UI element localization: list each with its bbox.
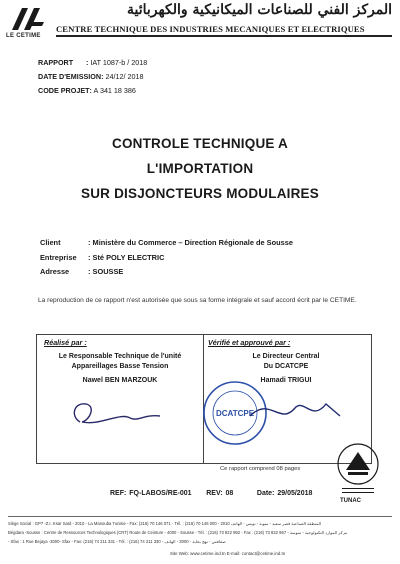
rapport-label: RAPPORT [38, 58, 74, 67]
code-value: A 341 18 386 [93, 86, 136, 95]
entreprise-label: Entreprise [40, 252, 77, 262]
client-info [40, 236, 293, 280]
rapport-colon: : [86, 58, 89, 67]
ref-code: REF: FQ-LABOS/RE-001 [110, 490, 192, 497]
client-row [40, 236, 293, 251]
footer-divider [8, 516, 392, 517]
adresse-value: SOUSSE [92, 267, 124, 276]
right-signature [240, 386, 350, 436]
title-line-2: L'IMPORTATION [146, 161, 254, 176]
date-value: 24/12/ 2018 [105, 72, 144, 81]
verifie-heading: Vérifié et approuvé par : [208, 338, 291, 347]
cetime-logo [8, 4, 48, 34]
header-divider [56, 35, 392, 37]
left-signature [60, 392, 170, 432]
footer-sfax-office: - Sfax : 1 Rue Bejaya -3000- Sfax - Fax: (216) 74 211 331 - Tél. : (216) 74 211 330 - صفاقس - نهج بجاية - 3000 - الهاتف [8, 539, 226, 544]
left-role [38, 352, 202, 371]
stamp-text: DCATCPE [215, 409, 255, 418]
org-arabic-name: المركز الفني للصناعات الميكانيكية والكهربائية [127, 2, 392, 18]
right-role [206, 352, 366, 371]
right-role-line-1: Le Directeur Central [252, 353, 320, 360]
title-line-1: CONTROLE TECHNIQUE A [112, 136, 288, 151]
left-role-line-2: Appareillages Basse Tension [71, 362, 169, 370]
code-label: CODE PROJET [38, 86, 90, 95]
adresse-row [40, 265, 293, 280]
tunac-accreditation-logo [332, 440, 384, 504]
code-colon: : [89, 86, 92, 95]
client-label: Client [40, 238, 61, 247]
client-colon: : [88, 238, 91, 247]
code-row [38, 84, 147, 98]
rapport-value: IAT 1087-b / 2018 [90, 58, 148, 67]
pages-note: Ce rapport comprend 08 pages [220, 466, 301, 472]
revision: REV: 08 [206, 490, 234, 497]
adresse-label: Adresse [40, 267, 70, 276]
footer-sousse-office: Bégdara -Sousse : Centre de Ressources Technologiques (CRT) Route de Ceinture - 4000 - Sousse - Tél. : (216) 73 822 992 - Fax : (216) 73 822 967 - مركز الموارد التكنولوجية - سوسة [8, 530, 348, 535]
entreprise-colon: : [88, 252, 91, 262]
adresse-colon: : [88, 267, 91, 276]
form-date: Date: 29/05/2018 [256, 490, 313, 497]
date-colon: : [101, 72, 104, 81]
org-name: CENTRE TECHNIQUE DES INDUSTRIES MECANIQUES ET ELECTRIQUES [56, 24, 365, 34]
footer-head-office: Siège Social : GP7 -Z.I. Ksar Saïd - 2010 - La Manouba Tunisie - Fax: (216) 70 146 071 - Tél. : (216) 70 146 000 - 2010 المنطقة الصناعية قصر سعيد - منوبة - تونس - الهاتف [8, 521, 322, 526]
reference-block [38, 56, 147, 98]
title-line-3: SUR DISJONCTEURS MODULAIRES [81, 186, 319, 201]
form-reference [110, 490, 312, 497]
tunac-label: TUNAC [340, 498, 361, 504]
right-role-line-2: Du DCATCPE [263, 362, 309, 370]
realise-heading: Réalisé par : [44, 338, 87, 347]
right-signatory-name: Hamadi TRIGUI [260, 377, 312, 384]
client-value: Ministère du Commerce – Direction Régionale de Sousse [92, 238, 293, 247]
logo-caption: LE CETIME [6, 33, 41, 39]
date-row [38, 70, 147, 84]
left-role-line-1: Le Responsable Technique de l'unité [58, 353, 182, 360]
entreprise-row [40, 251, 293, 266]
date-label: DATE D'EMISSION [38, 72, 102, 81]
entreprise-value: Sté POLY ELECTRIC [92, 252, 165, 262]
rapport-row [38, 56, 147, 70]
reproduction-notice: La reproduction de ce rapport n'est autorisée que sous sa forme intégrale et sauf accord écrit par le CETIME. [38, 297, 357, 304]
footer-website[interactable]: Site Web: www.cetime.ind.tn E-mail: contact@cetime.ind.tn [170, 551, 286, 556]
left-signatory-name: Nawel BEN MARZOUK [82, 377, 158, 384]
